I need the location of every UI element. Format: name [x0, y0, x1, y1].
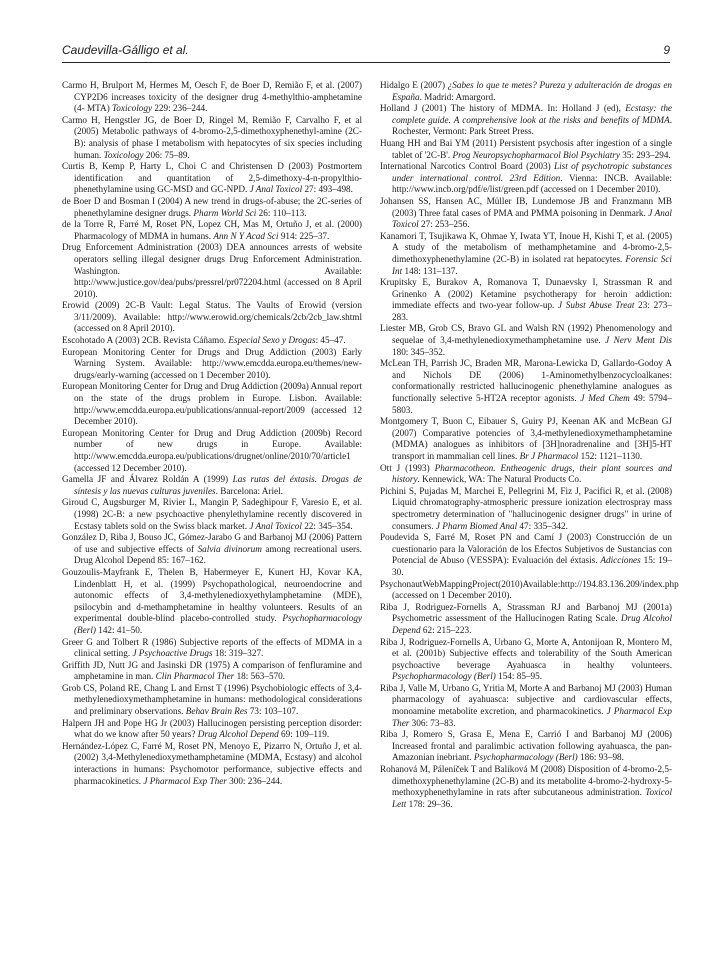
reference-text: Gamella JF and Álvarez Roldán A (1999) — [62, 474, 233, 485]
reference-journal: J Psychoactive Drugs — [132, 648, 213, 659]
reference-entry — [62, 532, 362, 567]
reference-entry — [380, 729, 672, 764]
reference-text: European Monitoring Center for Drug and Drug Addiction (2009a) Annual report on the state of the drugs problem in Europe. Lisbon. Available: http://www.emcdda.europa.eu/publications/annual-report/2009 (accessed 12 December 2010). — [62, 381, 362, 427]
reference-entry — [380, 578, 679, 602]
reference-entry — [380, 80, 672, 103]
reference-entry — [380, 323, 672, 358]
reference-text: Erowid (2009) 2C-B Vault: Legal Status. The Vaults of Erowid (version 3/11/2009). Available: http://www.erowid.org/chemicals/2cb/2cb_law.shtml (accessed on 8 April 2010). — [62, 300, 362, 334]
reference-journal: Pharm World Sci — [193, 207, 257, 218]
reference-journal: J Med Chem — [580, 393, 630, 404]
reference-entry — [380, 416, 672, 462]
references-right-column — [380, 80, 679, 810]
reference-journal: Clin Pharmacol Ther — [155, 671, 235, 682]
reference-text: : 45–47. — [315, 335, 346, 346]
reference-journal: Behav Brain Res — [185, 706, 248, 717]
reference-text: Greer G and Tolbert R (1986) Subjective reports of the effects of MDMA in a clinical setting. — [62, 636, 362, 659]
reference-text: Huang HH and Bai YM (2011) Persistent psychosis after ingestion of a single tablet of '2C-B'. — [380, 137, 672, 160]
reference-text: 186: 93–98. — [577, 752, 624, 763]
reference-journal: Prog Neuropsychopharmacol Biol Psychiatry — [452, 149, 620, 160]
references-left-column — [62, 80, 362, 787]
reference-journal: Psychopharmacology (Berl) — [473, 752, 578, 763]
reference-journal: Las rutas del éxtasis. Drogas de síntesis y las nuevas culturas juveniles — [74, 474, 362, 496]
reference-text: Griffith JD, Nutt JG and Jasinski DR (1975) A comparison of fenfluramine and amphetamine in man. — [62, 659, 362, 682]
reference-text: Ott J (1993) — [380, 462, 435, 473]
reference-text: 914: 225–37. — [278, 230, 330, 241]
reference-entry — [380, 161, 672, 196]
reference-text: Halpern JH and Pope HG Jr (2003) Hallucinogen persisting perception disorder: what do we know after 50 years? — [62, 717, 362, 740]
reference-text: 148: 131–137. — [402, 265, 458, 276]
reference-text: de la Torre R, Farré M, Roset PN, Lopez CH, Mas M, Ortuño J, et al. (2000) Pharmacology of MDMA in humans. — [62, 219, 362, 241]
reference-entry — [62, 115, 362, 161]
reference-text: Rohanová M, Páleníček T and Balíková M (2008) Disposition of 4-bromo-2,5- dimethoxyphenethylamine (2C-B) and its metabolite 4-bromo-2-hydroxy-5- methoxyphenethylamine in rats after subcutaneous administration. — [380, 764, 672, 798]
reference-entry — [380, 764, 672, 810]
reference-entry — [62, 242, 362, 300]
page-number: 9 — [663, 43, 670, 57]
reference-text: Hernández-López C, Farré M, Roset PN, Menoyo E, Pizarro N, Ortuño J, et al. (2002) 3,4-Methylenedioxymethamphetamine (MDMA, Ecstasy) and alcohol interactions in humans: Psychomotor performance, subjective effects and pharmacokinetics. — [62, 740, 362, 786]
reference-journal: J Pharmacol Exp Ther — [143, 775, 227, 786]
reference-text: Montgomery T, Buon C, Eibauer S, Guiry PJ, Keenan AK and McBean GJ (2007) Comparative potencies of 3,4-methylenedioxymethamphetamine (MDMA) analogues as inhibitors of [3H]noradrenaline and [3H]5-HT transport in mammalian cell lines. — [380, 416, 672, 461]
reference-journal: ¿Sabes lo que te metes? Pureza y adulteración de drogas en España — [392, 80, 672, 102]
reference-entry — [380, 277, 672, 323]
reference-text: Kanamori T, Tsujikawa K, Ohmae Y, Iwata YT, Inoue H, Kishi T, et al. (2005) A study of the metabolism of methamphetamine and 4-bromo-2,5-dimethoxyphenethylamine (2C-B) in isolated rat hepatocytes. — [380, 230, 672, 264]
reference-text: Krupitsky E, Burakov A, Romanova T, Dunaevsky I, Strassman R and Grinenko A (2002) Ketamine psychotherapy for heroin addiction: immediate effects and two-year follow-up. — [380, 277, 672, 311]
reference-text: Riba J, Valle M, Urbano G, Yritia M, Morte A and Barbanoj MJ (2003) Human pharmacology of ayahuasca: subjective and cardiovascular effects, monoamine metabolite excretion, and pharmacokinetics. — [380, 682, 672, 717]
reference-journal: Forensic Sci Int — [392, 253, 672, 276]
reference-journal: J Anal Toxicol — [249, 520, 302, 531]
reference-text: 26: 110–113. — [256, 207, 307, 218]
reference-entry — [380, 103, 672, 138]
reference-entry — [380, 602, 672, 637]
reference-entry — [380, 637, 672, 683]
reference-entry — [62, 196, 362, 219]
reference-journal: J Pharmacol Exp Ther — [392, 706, 672, 728]
reference-text: 178: 29–36. — [406, 798, 453, 809]
reference-entry — [380, 358, 672, 416]
reference-journal: Adicciones — [600, 555, 641, 566]
reference-text: Giroud C, Augsburger M, Rivier L, Mangin P, Sadeghipour F, Varesio E, et al. (1998) 2C-B: a new psychoactive phenylethylamine recently discovered in Ecstasy tablets sold on the Swiss black market. — [62, 497, 362, 531]
reference-text: European Monitoring Center for Drugs and Drug Addiction (2003) Early Warning System. Available: http://www.emcdda.europa.eu/themes/new-drugs/early-warning (accessed on 1 December 2010). — [62, 346, 362, 380]
reference-text: among recreational users. Drug Alcohol Depend 85: 167–162. — [74, 543, 362, 566]
reference-text: . Madrid: Amargord. — [419, 91, 496, 102]
reference-entry — [62, 80, 362, 115]
reference-journal: Ann N Y Acad Sci — [213, 230, 279, 241]
reference-journal: J Anal Toxicol — [392, 207, 672, 230]
reference-journal: Toxicol Lett — [392, 787, 672, 809]
reference-entry — [62, 335, 362, 347]
running-title: Caudevilla-Gálligo et al. — [62, 43, 189, 57]
reference-text: . Barcelona: Ariel. — [215, 485, 283, 496]
reference-entry — [62, 660, 362, 683]
reference-entry — [62, 637, 362, 660]
reference-entry — [62, 741, 362, 787]
reference-text: Hidalgo E (2007) — [380, 80, 448, 90]
reference-text: PsychonautWebMappingProject(2010)Available:http://194.83.136.209/index.php (accessed on 1 December 2010). — [380, 578, 679, 601]
reference-entry — [62, 718, 362, 741]
reference-journal: Drug Alcohol Depend — [392, 613, 672, 635]
reference-entry — [62, 683, 362, 718]
reference-journal: Br J Pharmacol — [519, 451, 579, 461]
reference-text: Gouzoulis-Mayfrank E, Thelen B, Habermeyer E, Kunert HJ, Kovar KA, Lindenblatt H, et al. (1999) Psychopathological, neuroendocrine and autonomic effects of 3,4-methylenedioxyethylamphetamine (MDE), psilocybin and d-methamphetamine in healthy volunteers. Results of an experimental double-blind placebo-controlled study. — [62, 566, 362, 624]
reference-text: Pichini S, Pujadas M, Marchei E, Pellegrini M, Fiz J, Pacifici R, et al. (2008) Liquid chromatography-atmospheric pressure ionization electrospray mass spectrometry determination of "hallucinogenic designer drugs" in urine of consumers. — [380, 485, 672, 531]
reference-entry — [62, 161, 362, 196]
reference-journal: List of psychotropic substances under international control. 23rd Edition — [392, 161, 672, 183]
reference-entry — [380, 532, 672, 578]
reference-entry — [62, 219, 362, 242]
reference-text: Riba J, Rodriguez-Fornells A, Strassman RJ and Barbanoj MJ (2001a) Psychometric assessment of the Hallucinogen Rating Scale. — [380, 601, 672, 624]
reference-text: 229: 236–244. — [152, 103, 208, 114]
reference-entry — [62, 381, 362, 427]
reference-text: Riba J, Romero S, Grasa E, Mena E, Carrió I and Barbanoj MJ (2006) Increased frontal and paralimbic activation following ayahuasca, the pan-Amazonian inebriant. — [380, 729, 672, 763]
reference-text: 142: 41–50. — [95, 624, 143, 635]
reference-journal: J Subst Abuse Treat — [558, 300, 635, 311]
reference-text: 152: 1121–1130. — [578, 451, 643, 461]
reference-text: Escohotado A (2003) 2CB. Revista Cáñamo. — [62, 335, 229, 346]
reference-journal: Toxicology — [103, 149, 144, 160]
reference-text: 18: 319–327. — [212, 648, 264, 659]
reference-text: 306: 73–83. — [409, 717, 456, 728]
reference-text: 35: 293–294. — [619, 149, 671, 160]
reference-text: 69: 109–119. — [278, 729, 330, 740]
reference-entry — [380, 138, 672, 161]
reference-journal: Psychopharmacology (Berl) — [74, 613, 362, 635]
reference-entry — [380, 463, 672, 486]
reference-journal: Drug Alcohol Depend — [197, 729, 279, 740]
reference-journal: Pharmacotheon. Entheogenic drugs, their plant sources and history — [392, 462, 672, 485]
reference-text: Liester MB, Grob CS, Bravo GL and Walsh RN (1992) Phenomenology and sequelae of 3,4-methylenedioxymethamphetamine use. — [380, 323, 672, 346]
reference-text: European Monitoring Center for Drug and Drug Addiction (2009b) Record number of new drugs in Europe. Available: http://www.emcdda.europa.eu/publications/drugnet/online/2010/70/article1 (accessed 12 December 2010). — [62, 427, 362, 473]
reference-text: Curtis B, Kemp P, Harty L, Choi C and Christensen D (2003) Postmortem identification and quantitation of 2,5-dimethoxy-4-n-propylthio-phenethylamine using GC-MSD and GC-NPD. — [62, 161, 362, 195]
reference-text: de Boer D and Bosman I (2004) A new trend in drugs-of-abuse; the 2C-series of phenethylamine designer drugs. — [62, 195, 362, 218]
reference-journal: Psychopharmacology (Berl) — [392, 671, 496, 682]
running-header — [62, 40, 670, 63]
reference-text: Carmo H, Brulport M, Hermes M, Oesch F, de Boer D, Remião F, et al. (2007) CYP2D6 increases toxicity of the designer drug 4-methylthio-amphetamine (4- MTA) — [62, 80, 362, 114]
reference-entry — [380, 486, 672, 532]
reference-text: 27: 493–498. — [302, 184, 353, 195]
reference-entry — [62, 474, 362, 497]
reference-journal: Toxicology — [112, 103, 153, 114]
reference-text: . Vienna: INCB. Available: http://www.incb.org/pdf/e/list/green.pdf (accessed on 1 December 2010). — [392, 172, 672, 195]
reference-text: 206: 75–89. — [143, 149, 190, 160]
reference-journal: J Anal Toxicol — [249, 184, 303, 195]
reference-text: 22: 345–354. — [301, 520, 353, 531]
reference-entry — [380, 231, 672, 277]
reference-text: . Kennewick, WA: The Natural Products Co. — [417, 474, 582, 485]
reference-entry — [380, 683, 672, 729]
reference-text: 180: 345–352. — [392, 346, 446, 357]
reference-text: 27: 253–256. — [418, 219, 470, 230]
reference-text: González D, Riba J, Bouso JC, Gómez-Jarabo G and Barbanoj MJ (2006) Pattern of use and subjective effects of — [62, 532, 362, 554]
reference-journal: J Nerv Ment Dis — [605, 335, 672, 346]
reference-text: Drug Enforcement Administration (2003) DEA announces arrests of website operators selling illegal designer drugs Drug Enforcement Administration. Washington. Available: http://www.justice.gov/dea/pubs/pressrel/pr072204.html (accessed on 8 April 2010). — [62, 242, 362, 299]
reference-entry — [62, 567, 362, 637]
reference-journal: J Pharm Biomed Anal — [435, 520, 518, 531]
reference-journal: Salvia divinorum — [197, 543, 262, 554]
reference-text: International Narcotics Control Board (2003) — [380, 161, 555, 172]
reference-entry — [62, 497, 362, 532]
reference-journal: Especial Sexo y Drogas — [228, 335, 316, 346]
reference-text: 47: 335–342. — [517, 520, 568, 531]
reference-text: . Rochester, Vermont: Park Street Press. — [392, 114, 672, 137]
reference-entry — [380, 196, 672, 231]
reference-text: 18: 563–570. — [234, 671, 286, 682]
reference-text: Holland J (2001) The history of MDMA. In: Holland J (ed), — [380, 103, 626, 114]
reference-entry — [62, 428, 362, 474]
reference-text: Carmo H, Hengstler JG, de Boer D, Ringel M, Remião F, Carvalho F, et al (2005) Metabolic pathways of 4-bromo-2,5-dimethoxyphenethyl-amine (2C-B): analysis of phase I metabolism with hepatocytes of six species including human. — [62, 114, 362, 160]
reference-text: 15: 19–30. — [392, 555, 673, 577]
reference-text: Grob CS, Poland RE, Chang L and Ernst T (1996) Psychobiologic effects of 3,4-methylenedioxymethamphetamine in humans: methodological considerations and preliminary observations. — [62, 682, 362, 717]
reference-text: Poudevida S, Farré M, Roset PN and Camí J (2003) Construcción de un cuestionario para la Valoración de los Efectos Subjetivos de Sustancias con Potencial de Abuso (VESSPA): Evaluación del éxtasis. — [380, 532, 672, 566]
reference-journal: Ecstasy: the complete guide. A comprehensive look at the risks and benefits of MDMA — [392, 103, 672, 125]
reference-text: 23: 273–283. — [392, 300, 672, 322]
reference-entry — [62, 347, 362, 382]
reference-text: McLean TH, Parrish JC, Braden MR, Marona-Lewicka D, Gallardo-Godoy A and Nichols DE (2006) 1-Aminomethylbenzocycloalkanes: conformationally restricted hallucinogenic phenethylamine analogues as functionally selective 5-HT2A receptor agonists. — [380, 358, 672, 404]
reference-entry — [62, 300, 362, 335]
reference-text: 300: 236–244. — [226, 775, 283, 786]
reference-text: Johansen SS, Hansen AC, Müller IB, Lundemose JB and Franzmann MB (2003) Three fatal cases of PMA and PMMA poisoning in Denmark. — [380, 195, 672, 218]
reference-text: 154: 85–95. — [495, 671, 543, 682]
reference-text: 73: 103–107. — [247, 706, 299, 717]
reference-text: 62: 215–223. — [420, 624, 472, 635]
reference-text: Riba J, Rodriguez-Fornells A, Urbano G, Morte A, Antonijoan R, Montero M, et al. (2001b) Subjective effects and tolerability of the South American psychoactive beverage Ayahuasca in healthy volunteers. — [380, 636, 672, 670]
reference-text: 49: 5794–5803. — [392, 393, 672, 415]
